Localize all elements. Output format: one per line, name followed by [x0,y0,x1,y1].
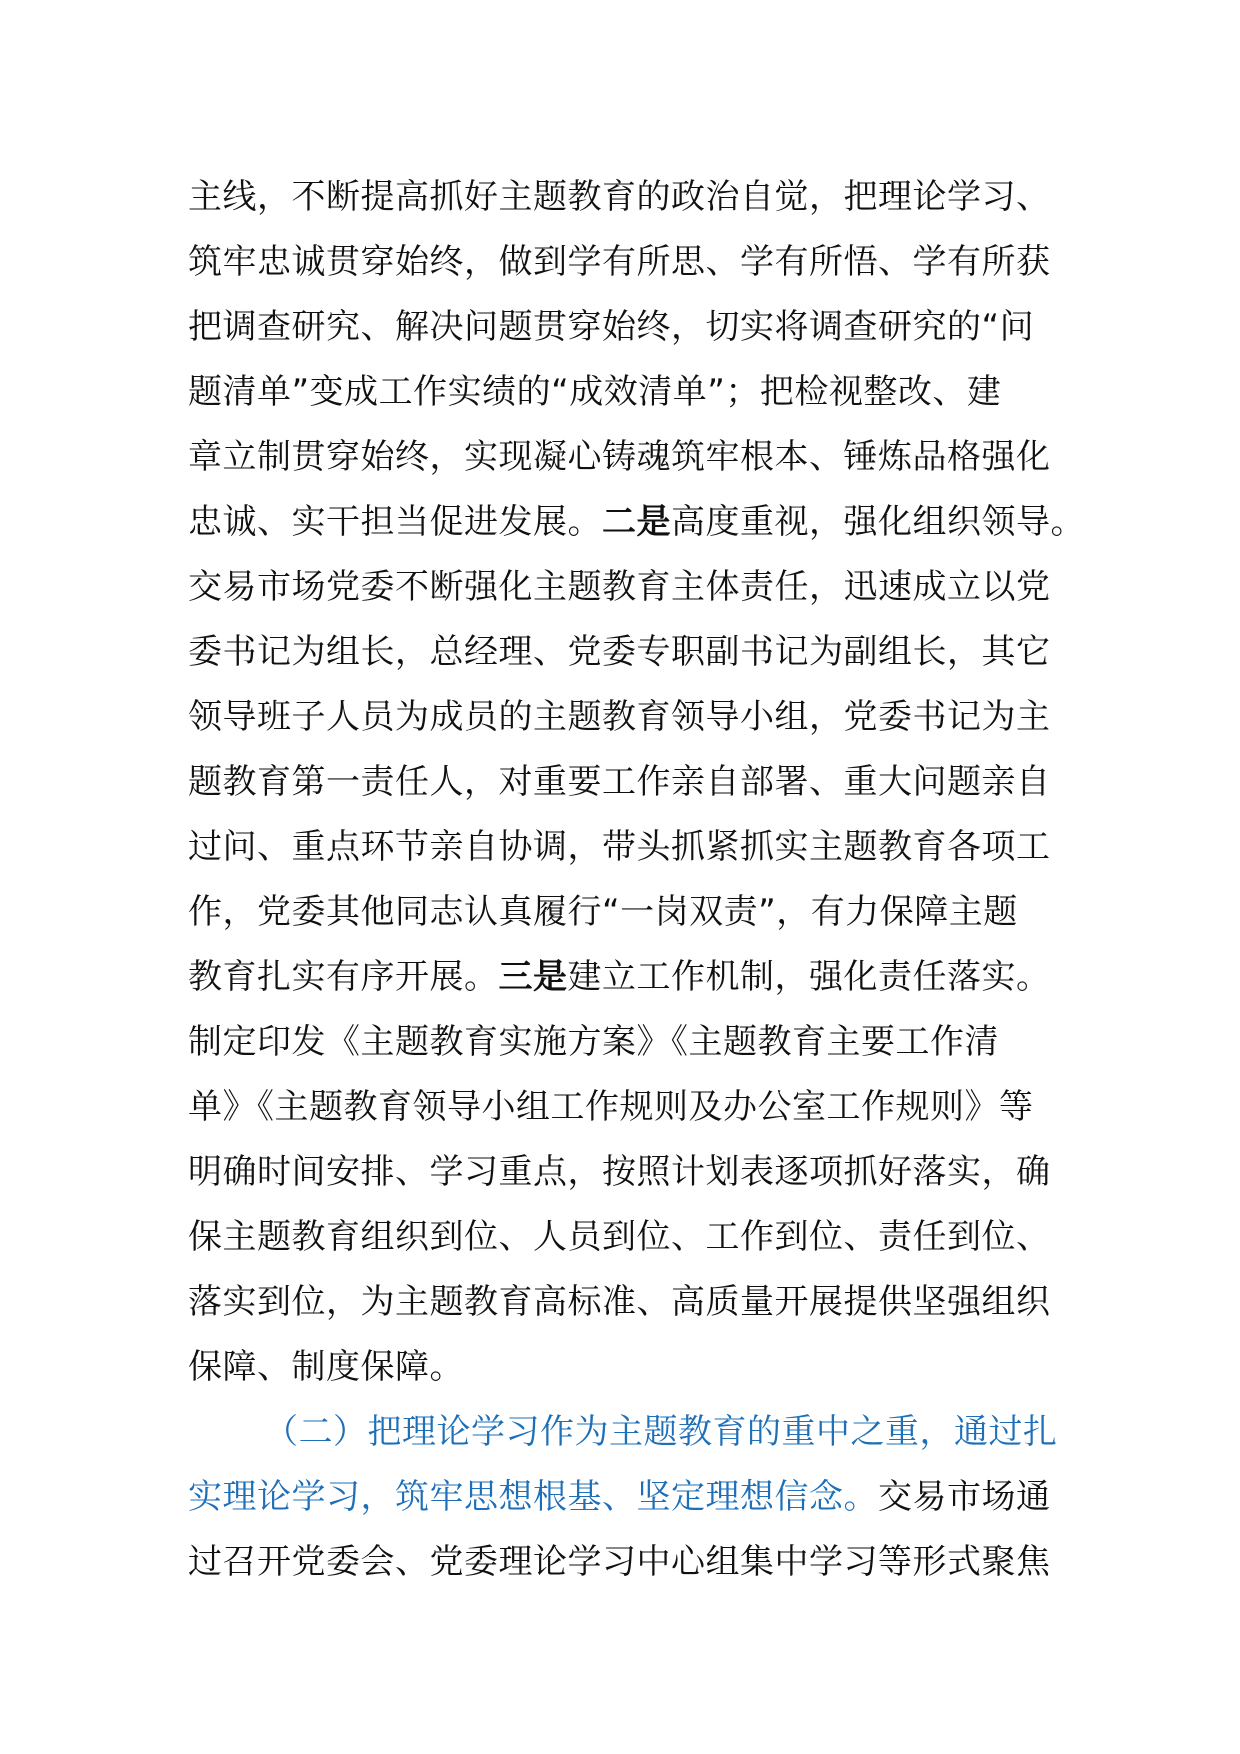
text-segment: 落实到位，为主题教育高标准、高质量开展提供坚强组织 [188,1282,1051,1322]
text-segment: 高度重视，强化组织领导。 [671,502,1085,542]
text-segment: 保主题教育组织到位、人员到位、工作到位、责任到位、 [188,1217,1051,1257]
text-segment: 领导班子人员为成员的主题教育领导小组，党委书记为主 [188,697,1051,737]
text-line [188,360,1068,425]
text-segment: 教育扎实有序开展。 [188,957,499,997]
text-line [188,1335,1068,1400]
text-segment: 建立工作机制，强化责任落实。 [567,957,1051,997]
text-segment: 忠诚、实干担当促进发展。 [188,502,602,542]
bold-lead-phrase: 二是 [602,502,671,542]
text-line [188,425,1068,490]
text-line [188,1010,1068,1075]
text-segment: 明确时间安排、学习重点，按照计划表逐项抓好落实，确 [188,1152,1051,1192]
text-segment: 交易市场党委不断强化主题教育主体责任，迅速成立以党 [188,567,1051,607]
body-text [188,165,1085,1595]
text-line [188,815,1068,880]
text-line [188,1075,1068,1140]
text-line [188,490,1085,555]
text-line [188,295,1068,360]
text-line [188,880,1068,945]
section-heading-text: 实理论学习，筑牢思想根基、坚定理想信念。 [188,1477,878,1517]
text-segment: 委书记为组长，总经理、党委专职副书记为副组长，其它 [188,632,1051,672]
text-segment: 过召开党委会、党委理论学习中心组集中学习等形式聚焦 [188,1542,1051,1582]
text-line [188,1140,1068,1205]
text-segment: 题教育第一责任人，对重要工作亲自部署、重大问题亲自 [188,762,1051,802]
text-line [188,1270,1068,1335]
text-line [188,230,1068,295]
text-segment: 章立制贯穿始终，实现凝心铸魂筑牢根本、锤炼品格强化 [188,437,1051,477]
text-segment: 题清单”变成工作实绩的“成效清单”；把检视整改、建 [188,372,1002,412]
text-segment: 筑牢忠诚贯穿始终，做到学有所思、学有所悟、学有所获 [188,242,1051,282]
text-line [188,620,1068,685]
text-line [188,165,1068,230]
text-line [188,685,1068,750]
text-segment: 制定印发《主题教育实施方案》《主题教育主要工作清 [188,1022,999,1062]
text-segment: 过问、重点环节亲自协调，带头抓紧抓实主题教育各项工 [188,827,1051,867]
text-segment: 主线，不断提高抓好主题教育的政治自觉，把理论学习、 [188,177,1051,217]
text-line [188,555,1068,620]
bold-lead-phrase: 三是 [498,957,568,997]
text-segment: 作，党委其他同志认真履行“一岗双责”，有力保障主题 [188,892,1018,932]
text-line [188,1465,1068,1530]
text-segment: 保障、制度保障。 [188,1347,464,1387]
text-line [188,1205,1068,1270]
text-segment: 单》《主题教育领导小组工作规则及办公室工作规则》等 [188,1087,1034,1127]
section-heading-text: （二）把理论学习作为主题教育的重中之重，通过扎 [264,1412,1058,1452]
text-line [188,1400,1068,1465]
text-line [188,945,1068,1010]
text-segment: 把调查研究、解决问题贯穿始终，切实将调查研究的“问 [188,307,1035,347]
text-line [188,1530,1068,1595]
text-segment: 交易市场通 [878,1477,1051,1517]
text-line [188,750,1068,815]
